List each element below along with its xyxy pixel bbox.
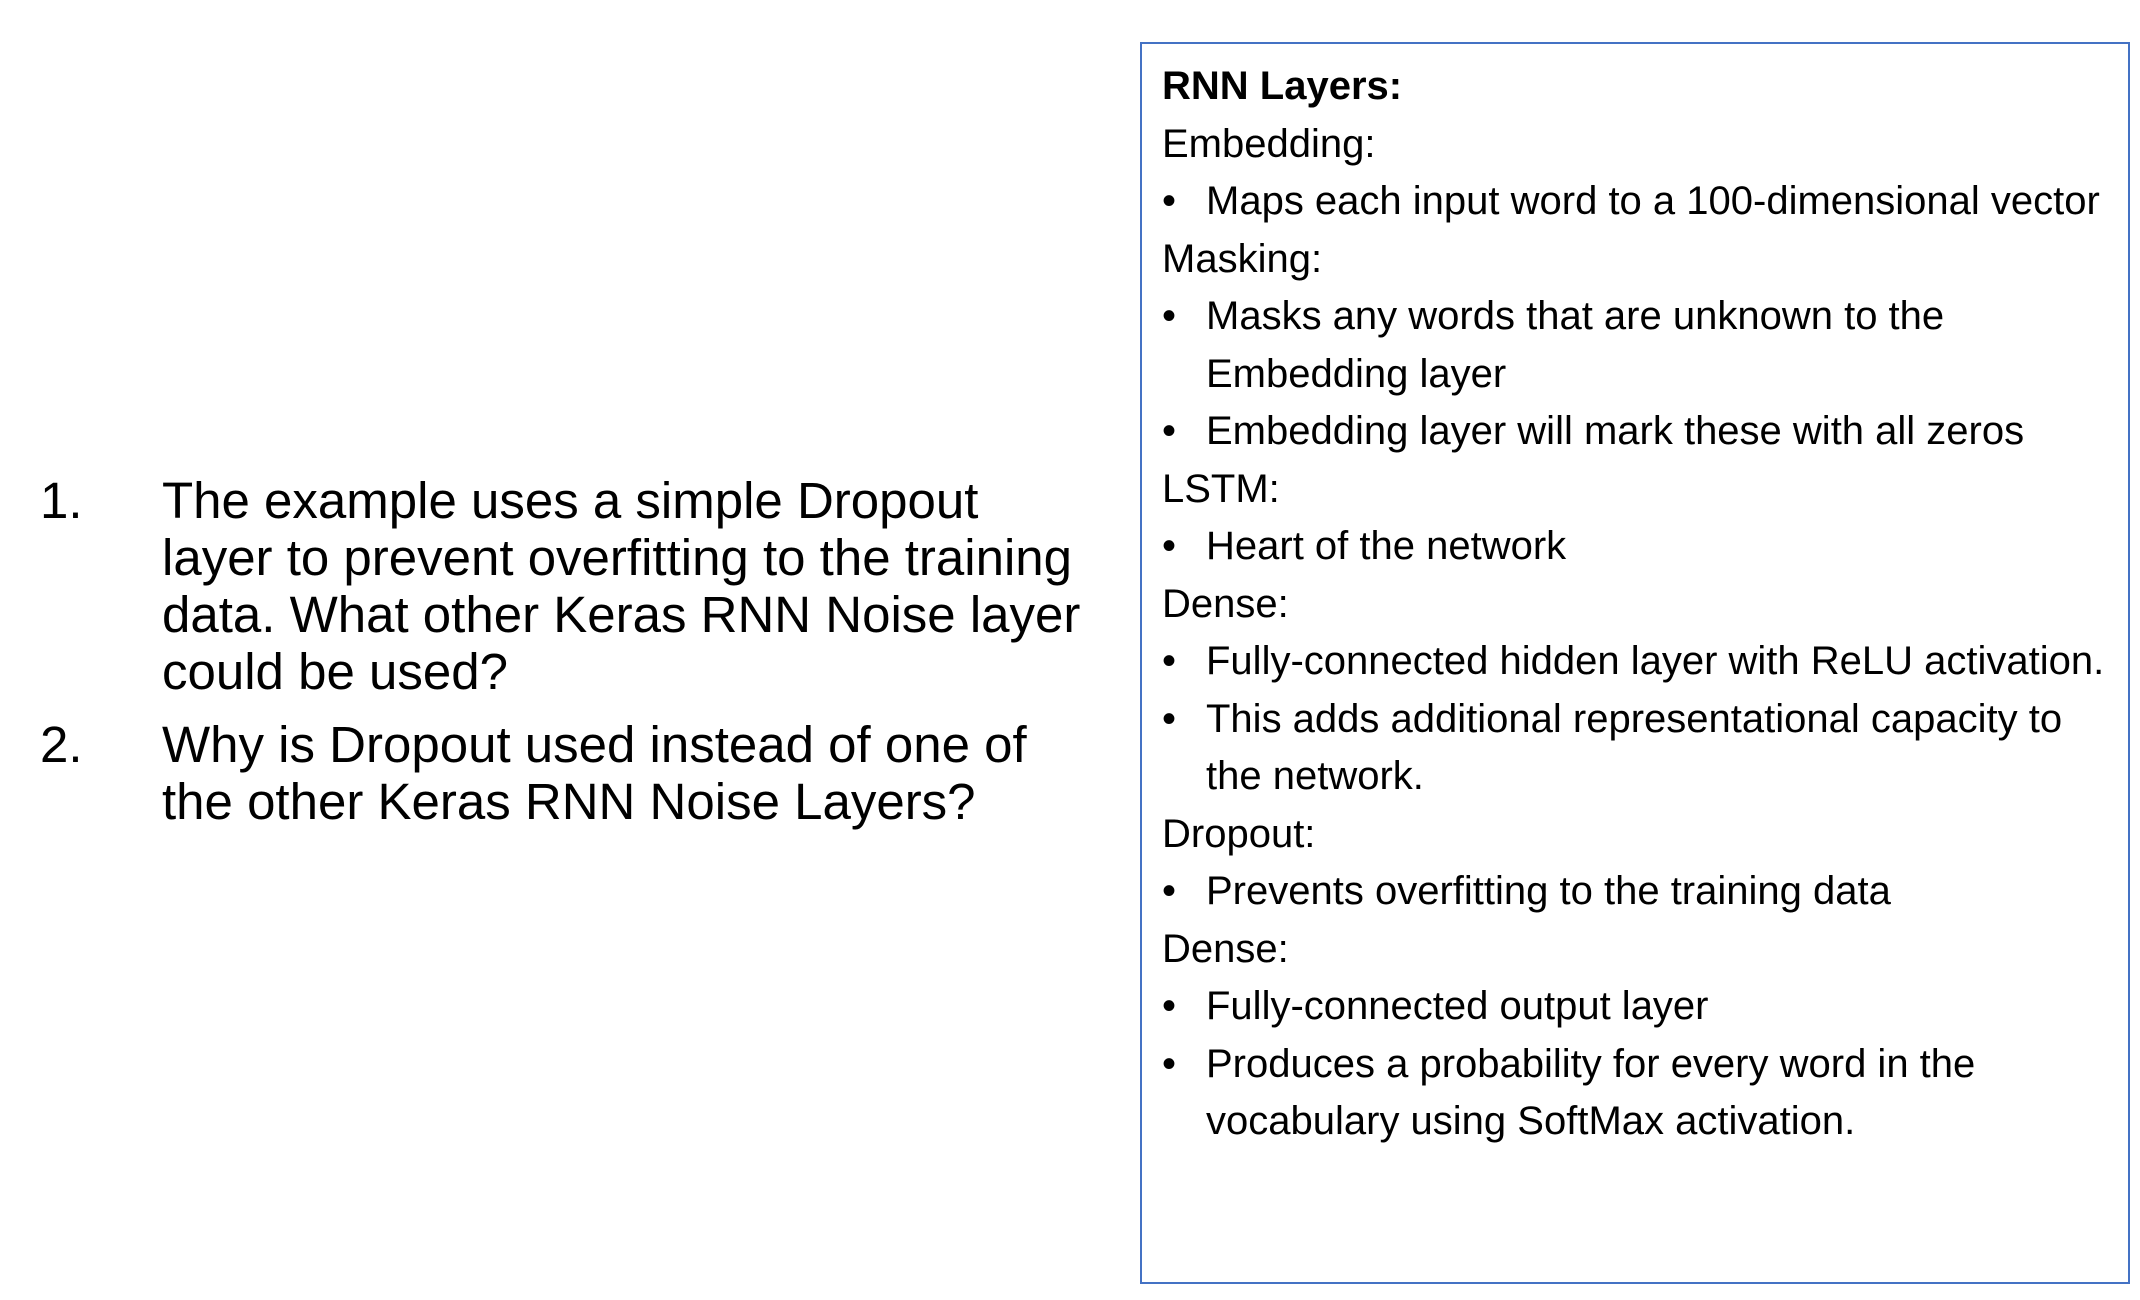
bullet-item — [1162, 403, 2108, 461]
dense-hidden-bullets — [1162, 633, 2108, 806]
bullet-item — [1162, 978, 2108, 1036]
rnn-layers-title: RNN Layers: — [1162, 64, 1403, 108]
bullet-dot: • — [1162, 179, 1177, 223]
bullet-text: Heart of the network — [1206, 524, 1567, 568]
layer-name-dense-output: Dense: — [1162, 926, 1289, 971]
bullet-item — [1162, 1036, 2108, 1151]
bullet-text: Produces a probability for every word in the vocabulary using SoftMax activation. — [1206, 1041, 1976, 1143]
layer-name-masking: Masking: — [1162, 236, 1323, 281]
bullet-item — [1162, 863, 2108, 921]
bullet-text: Fully-connected output layer — [1206, 984, 1709, 1028]
layer-name-embedding: Embedding: — [1162, 121, 1376, 166]
question-list — [40, 472, 1100, 846]
question-text: The example uses a simple Dropout layer to prevent overfitting to the training data. What other Keras RNN Noise layer could be used? — [162, 472, 1081, 700]
embedding-bullets — [1162, 173, 2108, 231]
bullet-item — [1162, 691, 2108, 806]
layer-name-dropout: Dropout: — [1162, 811, 1316, 856]
bullet-dot: • — [1162, 869, 1177, 913]
layer-name-dense-hidden: Dense: — [1162, 581, 1289, 626]
layer-name-lstm: LSTM: — [1162, 466, 1280, 511]
question-text: Why is Dropout used instead of one of the other Keras RNN Noise Layers? — [162, 716, 1027, 830]
bullet-item — [1162, 288, 2108, 403]
bullet-text: This adds additional representational capacity to the network. — [1206, 696, 2063, 798]
bullet-dot: • — [1162, 1041, 1177, 1086]
question-item — [40, 716, 1100, 830]
bullet-item — [1162, 518, 2108, 576]
dense-output-bullets — [1162, 978, 2108, 1151]
masking-bullets — [1162, 288, 2108, 461]
question-number: 1. — [40, 472, 83, 529]
bullet-text: Masks any words that are unknown to the Embedding layer — [1206, 294, 1945, 396]
lstm-bullets — [1162, 518, 2108, 576]
question-number: 2. — [40, 716, 83, 773]
bullet-dot: • — [1162, 294, 1177, 338]
bullet-dot: • — [1162, 524, 1177, 568]
dropout-bullets — [1162, 863, 2108, 921]
bullet-text: Fully-connected hidden layer with ReLU activation. — [1206, 639, 2105, 683]
bullet-item — [1162, 173, 2108, 231]
bullet-text: Maps each input word to a 100-dimensional vector — [1206, 179, 2100, 223]
question-item — [40, 472, 1100, 700]
bullet-dot: • — [1162, 639, 1177, 683]
bullet-item — [1162, 633, 2108, 691]
bullet-dot: • — [1162, 409, 1177, 453]
bullet-dot: • — [1162, 696, 1177, 741]
bullet-text: Prevents overfitting to the training data — [1206, 869, 1891, 913]
bullet-text: Embedding layer will mark these with all zeros — [1206, 409, 2025, 453]
rnn-layers-box — [1140, 42, 2130, 1284]
bullet-dot: • — [1162, 984, 1177, 1028]
